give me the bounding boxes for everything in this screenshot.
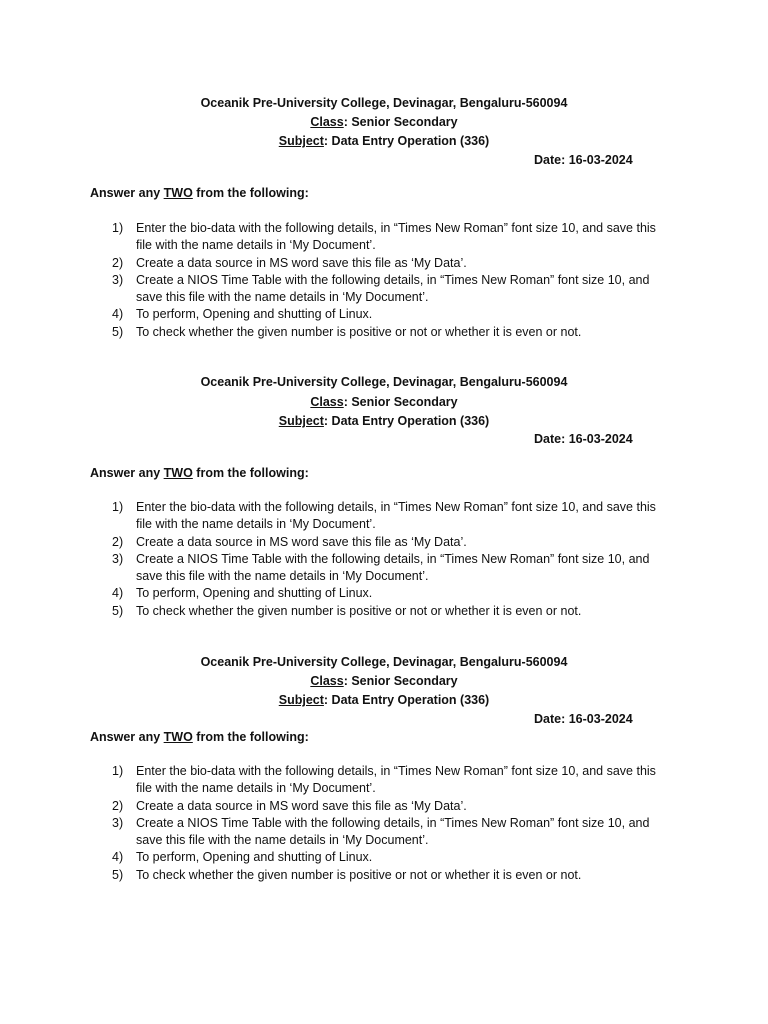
question-item [112, 272, 672, 307]
subject-value: : Data Entry Operation (336) [323, 134, 490, 148]
question-list [112, 763, 672, 884]
question-number: 1) [112, 221, 124, 235]
question-number: 3) [112, 551, 124, 566]
question-number: 5) [112, 324, 124, 339]
exam-date: Date: 16-03-2024 [534, 432, 633, 446]
question-number: 4) [112, 586, 124, 601]
exam-date: Date: 16-03-2024 [534, 153, 633, 167]
question-number: 2) [112, 255, 124, 270]
class-line [0, 673, 768, 689]
question-item [112, 867, 672, 884]
subject-value: : Data Entry Operation (336) [323, 414, 490, 428]
question-text: Create a data source in MS word save this file as ‘My Data’. [136, 534, 467, 549]
instruction-emphasis: TWO [163, 186, 193, 200]
class-label: Class [310, 674, 344, 688]
instruction-suffix: from the following: [192, 466, 309, 480]
class-line [0, 394, 768, 410]
question-number: 3) [112, 815, 124, 830]
question-number: 2) [112, 534, 124, 549]
instruction-suffix: from the following: [192, 186, 309, 200]
question-list [112, 499, 672, 620]
question-text: Enter the bio-data with the following details, in “Times New Roman” font size 10, and save this file with the name details in ‘My Document’. [136, 500, 656, 532]
question-number: 5) [112, 603, 124, 618]
question-item [112, 798, 672, 815]
question-number: 2) [112, 798, 124, 813]
question-text: To perform, Opening and shutting of Linux. [136, 586, 373, 601]
subject-label: Subject [278, 693, 324, 707]
instruction-prefix: Answer any [90, 186, 164, 200]
instruction-emphasis: TWO [163, 730, 193, 744]
instruction [90, 729, 309, 745]
subject-label: Subject [278, 414, 324, 428]
question-number: 3) [112, 272, 124, 287]
question-text: Create a data source in MS word save this file as ‘My Data’. [136, 255, 467, 270]
instruction-emphasis: TWO [163, 466, 193, 480]
subject-value: : Data Entry Operation (336) [323, 693, 490, 707]
class-value: : Senior Secondary [343, 395, 458, 409]
question-text: To check whether the given number is positive or not or whether it is even or not. [136, 867, 582, 882]
question-item [112, 255, 672, 272]
question-item [112, 815, 672, 850]
question-item [112, 551, 672, 586]
question-item [112, 534, 672, 551]
instruction-prefix: Answer any [90, 730, 164, 744]
question-number: 1) [112, 764, 124, 778]
class-value: : Senior Secondary [343, 674, 458, 688]
question-text: Enter the bio-data with the following details, in “Times New Roman” font size 10, and save this file with the name details in ‘My Document’. [136, 764, 656, 796]
subject-line [0, 692, 768, 708]
question-item [112, 585, 672, 602]
instruction [90, 185, 309, 201]
question-item [112, 763, 672, 798]
subject-line [0, 133, 768, 149]
question-text: To perform, Opening and shutting of Linux. [136, 850, 373, 865]
class-label: Class [310, 395, 344, 409]
question-number: 5) [112, 867, 124, 882]
question-item [112, 306, 672, 323]
question-text: To check whether the given number is positive or not or whether it is even or not. [136, 603, 582, 618]
subject-line [0, 413, 768, 429]
exam-date: Date: 16-03-2024 [534, 712, 633, 726]
question-text: Create a NIOS Time Table with the following details, in “Times New Roman” font size 10, and save this file with the name details in ‘My Document’. [136, 272, 650, 305]
class-label: Class [310, 115, 344, 129]
class-value: : Senior Secondary [343, 115, 458, 129]
question-text: To check whether the given number is positive or not or whether it is even or not. [136, 324, 582, 339]
question-text: Create a NIOS Time Table with the following details, in “Times New Roman” font size 10, and save this file with the name details in ‘My Document’. [136, 815, 650, 848]
question-item [112, 324, 672, 341]
subject-label: Subject [278, 134, 324, 148]
instruction [90, 465, 309, 481]
question-number: 4) [112, 850, 124, 865]
question-text: To perform, Opening and shutting of Linux. [136, 307, 373, 322]
instruction-suffix: from the following: [192, 730, 309, 744]
question-item [112, 220, 672, 255]
question-text: Create a data source in MS word save this file as ‘My Data’. [136, 798, 467, 813]
question-number: 4) [112, 307, 124, 322]
question-text: Create a NIOS Time Table with the following details, in “Times New Roman” font size 10, and save this file with the name details in ‘My Document’. [136, 551, 650, 584]
college-heading: Oceanik Pre-University College, Devinagar, Bengaluru-560094 [200, 96, 568, 110]
question-item [112, 603, 672, 620]
question-item [112, 499, 672, 534]
question-text: Enter the bio-data with the following details, in “Times New Roman” font size 10, and save this file with the name details in ‘My Document’. [136, 221, 656, 253]
question-number: 1) [112, 500, 124, 514]
question-list [112, 220, 672, 341]
instruction-prefix: Answer any [90, 466, 164, 480]
class-line [0, 114, 768, 130]
question-item [112, 849, 672, 866]
college-heading: Oceanik Pre-University College, Devinagar, Bengaluru-560094 [200, 655, 568, 669]
college-heading: Oceanik Pre-University College, Devinagar, Bengaluru-560094 [200, 375, 568, 389]
